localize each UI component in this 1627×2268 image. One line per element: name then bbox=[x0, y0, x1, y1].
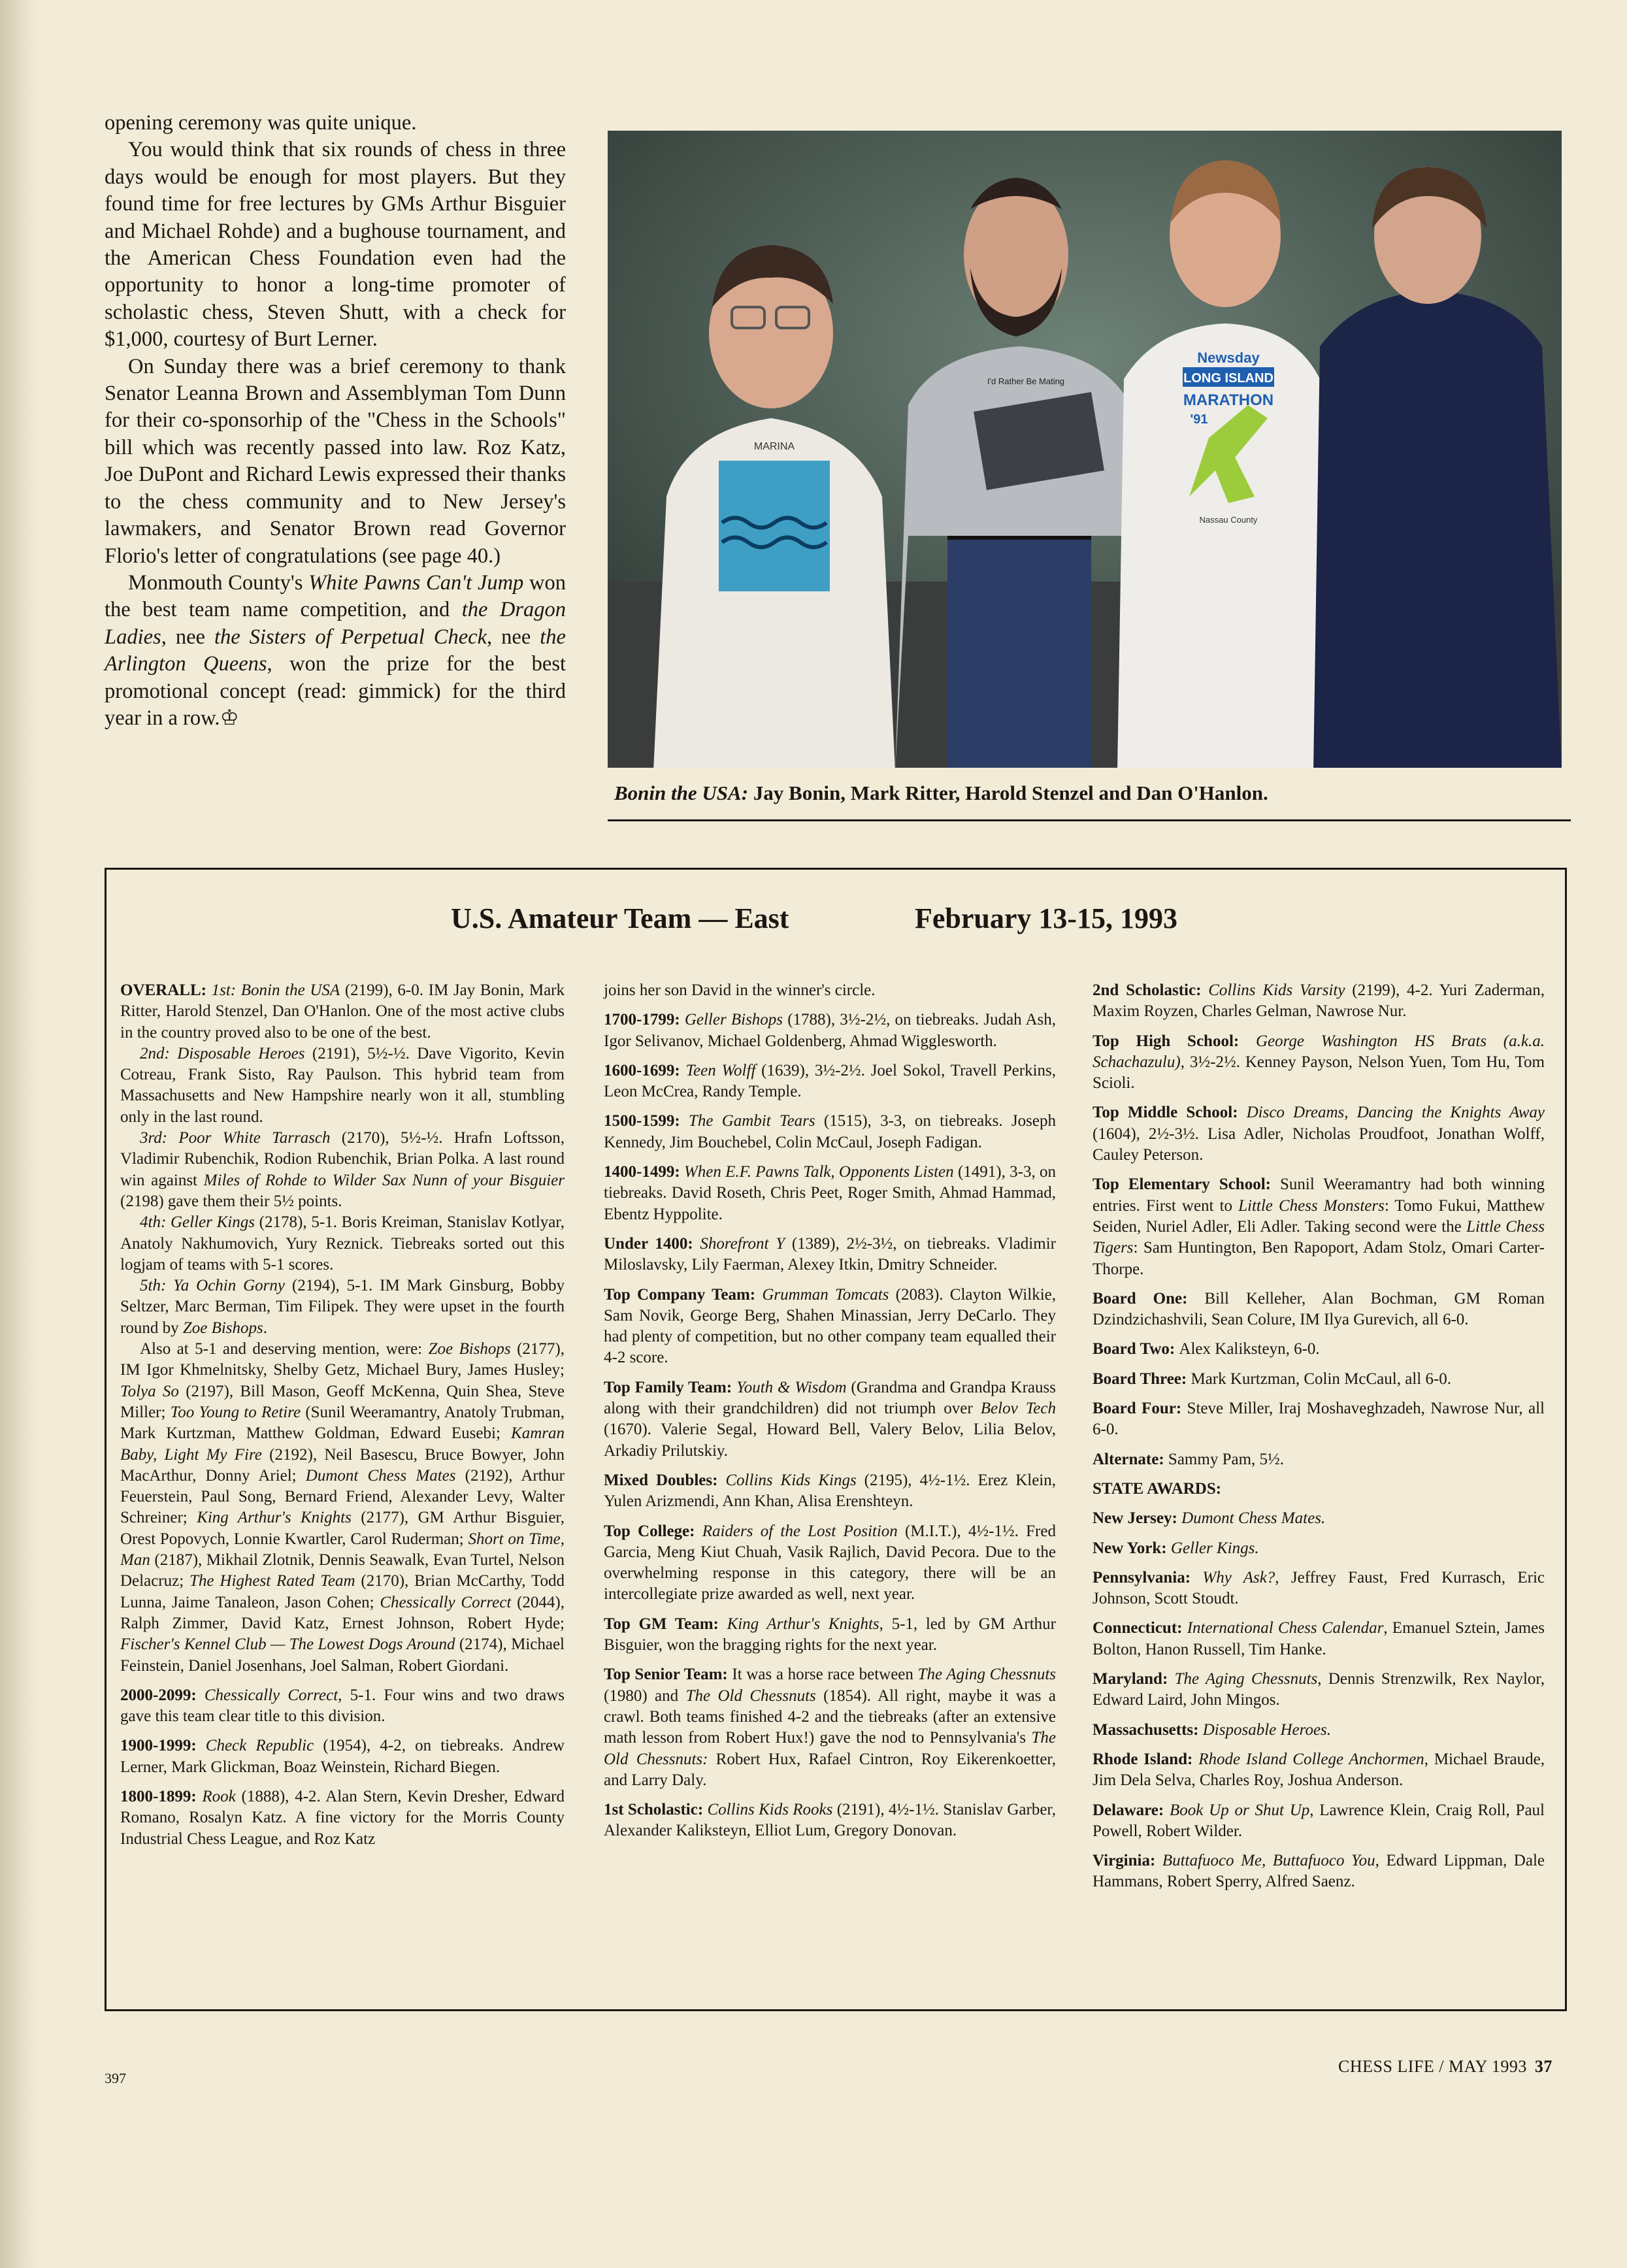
result-entry bbox=[1093, 1800, 1545, 1843]
entry-heading: Top Elementary School: bbox=[1093, 1175, 1281, 1194]
team-name: Little Chess Tigers bbox=[1093, 1217, 1545, 1257]
entry-text: Mark Kurtzman, Colin McCaul, all 6-0. bbox=[1191, 1370, 1452, 1388]
team-name: Book Up or Shut Up bbox=[1170, 1801, 1310, 1819]
entry-heading: Top College: bbox=[604, 1522, 702, 1540]
entry-text: Bill Kelleher, Alan Bochman, GM Roman Dzindzichashvili, Sean Colure, IM Ilya Gurevich, all 6-0. bbox=[1093, 1289, 1545, 1329]
entry-text: : Sam Huntington, Ben Rapoport, Adam Stolz, Omari Carter-Thorpe. bbox=[1093, 1239, 1545, 1278]
shirt-print: Newsday bbox=[1197, 350, 1260, 366]
entry-heading: Board Two: bbox=[1093, 1340, 1179, 1358]
team-name: Chessically Correct bbox=[380, 1593, 512, 1611]
entry-text: , Lawrence Klein, Craig Roll, Paul Powell, Robert Wilder. bbox=[1093, 1801, 1545, 1840]
result-entry bbox=[120, 1685, 565, 1728]
team-name: Collins Kids Rooks bbox=[707, 1801, 833, 1819]
result-entry bbox=[604, 1234, 1056, 1276]
entry-text: (2177), IM Igor Khmelnitsky, Shelby Getz, Michael Bury, James Husley; bbox=[120, 1340, 565, 1379]
result-entry bbox=[120, 1339, 565, 1677]
shirt-print: I'd Rather Be Mating bbox=[987, 376, 1065, 386]
result-entry bbox=[1093, 1720, 1545, 1741]
entry-heading: Top High School: bbox=[1093, 1032, 1256, 1050]
shirt-print: '91 bbox=[1190, 412, 1208, 427]
entry-heading: 1500-1599: bbox=[604, 1112, 689, 1130]
magazine-name: CHESS LIFE / MAY 1993 bbox=[1338, 2057, 1527, 2076]
result-entry bbox=[120, 1275, 565, 1339]
result-entry bbox=[120, 1128, 565, 1212]
entry-text: (2170), Brian McCarthy, Todd Lunna, Jaime Tanaleon, Jason Cohen; bbox=[120, 1572, 565, 1611]
team-name: King Arthur's Knights bbox=[197, 1509, 352, 1527]
result-entry bbox=[604, 1377, 1056, 1462]
entry-heading: Top Company Team: bbox=[604, 1285, 763, 1304]
entry-heading: OVERALL: bbox=[120, 981, 212, 999]
entry-text: (2194), 5-1. IM Mark Ginsburg, Bobby Seltzer, Marc Berman, Tim Filipek. They were upset in the fourth round by bbox=[120, 1277, 565, 1337]
entry-text: (Sunil Weeramantry, Anatoly Trubman, Mark Kurtzman, Matthew Goldman, Edward Eusebi; bbox=[120, 1403, 565, 1443]
entry-text: , Emanuel Sztein, James Bolton, Hanon Russell, Tim Hanke. bbox=[1093, 1619, 1545, 1658]
team-name: The Old Chessnuts: bbox=[604, 1729, 1056, 1768]
team-name: Shorefront Y bbox=[700, 1234, 785, 1253]
entry-text: (2187), Mikhail Zlotnik, Dennis Seawalk, Evan Turtel, Nelson Delacruz; bbox=[120, 1551, 565, 1590]
team-name: Tolya So bbox=[120, 1382, 179, 1400]
entry-text: (2197), Bill Mason, Geoff McKenna, Quin Shea, Steve Miller; bbox=[120, 1382, 565, 1421]
entry-text: (1954), 4-2, on tiebreaks. Andrew Lerner, Mark Glickman, Boaz Weinstein, Richard Biegen. bbox=[120, 1737, 565, 1776]
result-entry bbox=[1093, 1398, 1545, 1441]
team-photo bbox=[608, 131, 1562, 768]
intro-paragraph: On Sunday there was a brief ceremony to thank Senator Leanna Brown and Assemblyman Tom Dunn for their co-sponsorhip of the "Chess in the Schools" bill which was recently passed into law. Roz Katz, Joe DuPont and Richard Lewis expressed their thanks to the chess community and to New Jersey's lawmakers, and Senator Brown read Governor Florio's letter of congratulations (see page 40.) bbox=[105, 354, 566, 568]
entry-text: , 3½-2½. Kenney Payson, Nelson Yuen, Tom Hu, Tom Scioli. bbox=[1093, 1053, 1545, 1093]
team-name: The Aging Chessnuts bbox=[917, 1666, 1056, 1684]
entry-heading: Board One: bbox=[1093, 1289, 1205, 1307]
entry-text: (Grandma and Grandpa Krauss along with their grandchildren) did not triumph over bbox=[604, 1378, 1056, 1418]
team-name: Too Young to Retire bbox=[170, 1403, 301, 1421]
entry-heading: 1600-1699: bbox=[604, 1061, 686, 1079]
entry-heading: Delaware: bbox=[1093, 1801, 1170, 1819]
team-name: the Sisters of Perpetual Check bbox=[214, 625, 487, 649]
entry-text: (2191), 4½-1½. Stanislav Garber, Alexander Kaliksteyn, Elliot Lum, Gregory Donovan. bbox=[604, 1801, 1056, 1840]
entry-text: Sunil Weeramantry had both winning entries. First went to bbox=[1093, 1175, 1545, 1215]
entry-text: (M.I.T.), 4½-1½. Fred Garcia, Meng Kiut Chuah, Vasik Rajlich, David Pecora. Due to the overwhelming response in this category, there will be an intercollegiate prize awarded as well, next year. bbox=[604, 1522, 1056, 1603]
team-name: Geller Kings. bbox=[1170, 1539, 1259, 1557]
text-run: Monmouth County's bbox=[128, 570, 309, 595]
photo-caption bbox=[614, 781, 1562, 805]
result-entry bbox=[1093, 1538, 1545, 1559]
result-entry bbox=[604, 1521, 1056, 1605]
team-name: Little Chess Monsters bbox=[1238, 1196, 1385, 1215]
entry-text: , Jeffrey Faust, Fred Kurrasch, Eric Johnson, Scott Stoudt. bbox=[1093, 1568, 1545, 1608]
entry-text: (2178), 5-1. Boris Kreiman, Stanislav Kotlyar, Anatoly Nakhumovich, Yury Reznick. Tiebreaks sorted out this logjam of teams with 5-1 scores. bbox=[120, 1213, 565, 1274]
team-name: Rook bbox=[202, 1787, 236, 1805]
result-entry bbox=[1093, 1174, 1545, 1279]
entry-text: Robert Hux, Rafael Cintron, Roy Eikerenkoetter, and Larry Daly. bbox=[604, 1750, 1057, 1789]
team-name: Grumman Tomcats bbox=[762, 1285, 889, 1304]
team-name: 2nd: Disposable Heroes bbox=[140, 1044, 305, 1062]
entry-text: (1854). All right, maybe it was a crawl. Both teams finished 4-2 and the tiebreaks (after an extensive math lesson from Robert Hux!) gave the nod to Pennsylvania's bbox=[604, 1686, 1056, 1747]
result-entry bbox=[1093, 1850, 1545, 1893]
entry-text: (1515), 3-3, on tiebreaks. Joseph Kennedy, Jim Bouchebel, Colin McCaul, Joseph Fadigan. bbox=[604, 1112, 1056, 1151]
entry-text: (2192), Arthur Feuerstein, Paul Song, Bernard Friend, Alexander Levy, Walter Schreiner; bbox=[120, 1466, 565, 1527]
team-name: Chessically Correct bbox=[204, 1686, 338, 1704]
entry-heading: Board Four: bbox=[1093, 1400, 1187, 1418]
entry-heading: 1400-1499: bbox=[604, 1163, 684, 1181]
entry-heading: 2000-2099: bbox=[120, 1686, 205, 1704]
entry-text: Sammy Pam, 5½. bbox=[1168, 1450, 1285, 1468]
entry-heading: Pennsylvania: bbox=[1093, 1568, 1203, 1586]
entry-text: , Edward Lippman, Dale Hammans, Robert Sperry, Alfred Saenz. bbox=[1093, 1852, 1545, 1891]
result-entry bbox=[1093, 1669, 1545, 1711]
entry-text: (2195), 4½-1½. Erez Klein, Yulen Arizmendi, Ann Khan, Alisa Erenshteyn. bbox=[604, 1471, 1056, 1511]
entry-text: (2198) gave them their 5½ points. bbox=[120, 1192, 342, 1210]
team-name: 4th: Geller Kings bbox=[140, 1213, 255, 1232]
text-run: , won the prize for the best promotional concept (read: gimmick) for the third year in a row. bbox=[105, 652, 566, 730]
entry-heading: Maryland: bbox=[1093, 1670, 1175, 1688]
entry-text: (2170), 5½-½. Hrafn Loftsson, Vladimir Rubenchik, Rodion Rubenchik, Brian Polka. A last round win against bbox=[120, 1129, 565, 1189]
entry-text: (1389), 2½-3½, on tiebreaks. Vladimir Miloslavsky, Lily Faerman, Alexey Itkin, Dmitry Schneider. bbox=[604, 1234, 1056, 1274]
entry-heading: Top GM Team: bbox=[604, 1615, 727, 1633]
entry-heading: Mixed Doubles: bbox=[604, 1471, 726, 1489]
team-name: The Gambit Tears bbox=[688, 1112, 815, 1130]
result-entry bbox=[604, 1010, 1056, 1052]
entry-heading: 1st Scholastic: bbox=[604, 1801, 708, 1819]
team-name: The Aging Chessnuts bbox=[1174, 1670, 1318, 1688]
end-mark-icon: ♔ bbox=[220, 706, 239, 730]
team-name: Collins Kids Kings bbox=[725, 1471, 857, 1489]
team-name: Rhode Island College Anchormen bbox=[1198, 1750, 1424, 1768]
entry-heading: Massachusetts: bbox=[1093, 1720, 1203, 1739]
team-name: Belov Tech bbox=[980, 1400, 1056, 1418]
entry-text: , Michael Braude, Jim Dela Selva, Charles Roy, Joshua Anderson. bbox=[1093, 1750, 1545, 1790]
team-photo-illustration bbox=[608, 131, 1562, 768]
team-name: the Dragon Ladies bbox=[105, 598, 566, 649]
entry-text: (1491), 3-3, on tiebreaks. David Roseth, Chris Peet, Roger Smith, Ahmad Hammad, Ebentz Hyppolite. bbox=[604, 1163, 1057, 1223]
article-intro bbox=[105, 110, 566, 732]
result-entry bbox=[120, 1786, 565, 1850]
team-name: International Chess Calendar bbox=[1187, 1619, 1384, 1637]
team-name: Short on Time, Man bbox=[120, 1530, 565, 1570]
entry-text: (2191), 5½-½. Dave Vigorito, Kevin Cotreau, Frank Sisto, Ray Paulson. This hybrid team from Massachusetts and New Hampshire nearly won it all, stumbling only in the last round. bbox=[120, 1044, 565, 1126]
entry-text: , Dennis Strenzwilk, Rex Naylor, Edward Laird, John Mingos. bbox=[1093, 1670, 1545, 1709]
intro-paragraph bbox=[105, 570, 566, 732]
entry-text: : Tomo Fukui, Matthew Seiden, Nuriel Adler, Eli Adler. Taking second were the bbox=[1093, 1196, 1545, 1236]
team-name: Disposable Heroes. bbox=[1202, 1720, 1332, 1739]
result-entry bbox=[604, 980, 1056, 1001]
results-column-3 bbox=[1093, 980, 1545, 1901]
entry-heading: Connecticut: bbox=[1093, 1619, 1187, 1637]
entry-text: (2174), Michael Feinstein, Daniel Josenhans, Joel Salman, Robert Giordani. bbox=[120, 1635, 565, 1675]
result-entry bbox=[1093, 1369, 1545, 1390]
entry-text: It was a horse race between bbox=[732, 1666, 918, 1684]
results-column-1 bbox=[120, 980, 565, 1858]
team-name: Disco Dreams, Dancing the Knights Away bbox=[1246, 1104, 1545, 1122]
entry-text: (1670). Valerie Segal, Howard Bell, Valery Belov, Lilia Belov, Arkadiy Prilutskiy. bbox=[604, 1421, 1056, 1460]
result-entry bbox=[1093, 1339, 1545, 1360]
entry-text: Alex Kaliksteyn, 6-0. bbox=[1179, 1340, 1320, 1358]
shirt-print: MARATHON bbox=[1183, 391, 1274, 409]
entry-text: Steve Miller, Iraj Moshaveghzadeh, Nawrose Nur, all 6-0. bbox=[1093, 1400, 1545, 1439]
entry-text: Also at 5-1 and deserving mention, were: bbox=[140, 1340, 429, 1358]
intro-paragraph: You would think that six rounds of chess in three days would be enough for most players. But they found time for free lectures by GMs Arthur Bisguier and Michael Rohde) and a bughouse tournament, and the American Chess Foundation even had the opportunity to honor a long-time promoter of scholastic chess, Steven Shutt, with a check for $1,000, courtesy of Burt Lerner. bbox=[105, 138, 566, 352]
result-entry bbox=[1093, 1508, 1545, 1529]
entry-heading: Virginia: bbox=[1093, 1852, 1162, 1870]
entry-heading: Board Three: bbox=[1093, 1370, 1191, 1388]
entry-text: joins her son David in the winner's circle. bbox=[604, 981, 876, 999]
team-name: Zoe Bishops bbox=[182, 1319, 263, 1337]
entry-text: (1788), 3½-2½, on tiebreaks. Judah Ash, Igor Selivanov, Michael Goldenberg, Ahmad Wigglesworth. bbox=[604, 1011, 1056, 1050]
result-entry bbox=[120, 1044, 565, 1128]
text-run: , nee bbox=[487, 625, 540, 649]
results-column-2 bbox=[604, 980, 1056, 1850]
results-date: February 13-15, 1993 bbox=[915, 902, 1178, 934]
team-name: George Washington HS Brats (a.k.a. Schachazulu) bbox=[1093, 1032, 1545, 1071]
entry-heading: 2nd Scholastic: bbox=[1093, 981, 1209, 999]
entry-text: (2199), 4-2. Yuri Zaderman, Maxim Royzen, Charles Gelman, Nawrose Nur. bbox=[1093, 981, 1545, 1021]
entry-text: (2177), GM Arthur Bisguier, Orest Popovych, Lonnie Kwartler, Carol Ruderman; bbox=[120, 1509, 565, 1548]
result-entry bbox=[1093, 1289, 1545, 1331]
page-gutter-shadow bbox=[0, 0, 38, 2268]
results-title: U.S. Amateur Team — East bbox=[451, 902, 789, 934]
entry-text: (1888), 4-2. Alan Stern, Kevin Dresher, Edward Romano, Rosalyn Katz. A fine victory for the Morris County Industrial Chess League, and Roz Katz bbox=[120, 1787, 565, 1848]
team-name: Buttafuoco Me, Buttafuoco You bbox=[1162, 1852, 1375, 1870]
entry-heading: 1700-1799: bbox=[604, 1011, 685, 1029]
entry-heading: 1900-1999: bbox=[120, 1737, 206, 1755]
result-entry bbox=[604, 1060, 1056, 1103]
entry-text: . bbox=[263, 1319, 268, 1337]
team-name: Check Republic bbox=[205, 1737, 314, 1755]
result-entry bbox=[1093, 1568, 1545, 1610]
caption-lead: Bonin the USA: bbox=[614, 781, 749, 804]
entry-text: (2199), 6-0. IM Jay Bonin, Mark Ritter, Harold Stenzel, Dan O'Hanlon. One of the most active clubs in the country proved also to be one of the best. bbox=[120, 981, 565, 1042]
team-name: King Arthur's Knights bbox=[727, 1615, 879, 1633]
entry-heading: 1800-1899: bbox=[120, 1787, 203, 1805]
running-footer bbox=[1338, 2057, 1553, 2077]
folio-number: 397 bbox=[105, 2070, 126, 2086]
team-name: Kamran Baby, Light My Fire bbox=[120, 1424, 565, 1464]
text-run: , nee bbox=[161, 625, 214, 649]
team-name: Collins Kids Varsity bbox=[1208, 981, 1345, 999]
result-entry bbox=[604, 1162, 1056, 1225]
team-name: Youth & Wisdom bbox=[736, 1378, 847, 1396]
result-entry bbox=[1093, 1618, 1545, 1660]
result-entry bbox=[1093, 1031, 1545, 1094]
result-entry bbox=[604, 1664, 1056, 1791]
entry-heading: Under 1400: bbox=[604, 1234, 700, 1253]
result-entry bbox=[604, 1111, 1056, 1153]
shirt-print: LONG ISLAND bbox=[1183, 371, 1274, 386]
caption-text: Jay Bonin, Mark Ritter, Harold Stenzel and Dan O'Hanlon. bbox=[748, 781, 1268, 804]
entry-text: (1604), 2½-3½. Lisa Adler, Nicholas Proudfoot, Jonathan Wolff, Cauley Peterson. bbox=[1093, 1125, 1545, 1164]
page-number: 37 bbox=[1534, 2057, 1553, 2076]
team-name: White Pawns Can't Jump bbox=[308, 570, 524, 595]
team-name: Miles of Rohde to Wilder Sax Nunn of your Bisguier bbox=[203, 1171, 565, 1189]
entry-heading: New York: bbox=[1093, 1539, 1171, 1557]
entry-text: (2192), Neil Basescu, Bruce Bowyer, John MacArthur, Donny Ariel; bbox=[120, 1445, 565, 1485]
entry-text: (2083). Clayton Wilkie, Sam Novik, George Berg, Shahen Minassian, Jerry DeCarlo. They had plenty of competition, but no other company team equalled their 4-2 score. bbox=[604, 1285, 1056, 1367]
team-name: Dumont Chess Mates bbox=[305, 1466, 456, 1485]
text-run: won the best team name competition, and bbox=[105, 570, 566, 622]
team-name: Geller Bishops bbox=[684, 1011, 783, 1029]
result-entry bbox=[604, 1285, 1056, 1369]
team-name: Dumont Chess Mates. bbox=[1181, 1509, 1326, 1528]
team-name: Teen Wolff bbox=[685, 1061, 756, 1079]
result-entry bbox=[120, 1212, 565, 1275]
result-entry bbox=[1093, 980, 1545, 1023]
result-entry bbox=[1093, 1449, 1545, 1470]
caption-rule bbox=[608, 819, 1571, 821]
entry-text: (1639), 3½-2½. Joel Sokol, Travell Perkins, Leon McCrea, Randy Temple. bbox=[604, 1061, 1057, 1101]
team-name: When E.F. Pawns Talk, Opponents Listen bbox=[683, 1163, 954, 1181]
team-name: the Arlington Queens bbox=[105, 625, 566, 676]
team-name: Why Ask? bbox=[1202, 1568, 1275, 1586]
team-name: 5th: Ya Ochin Gorny bbox=[140, 1277, 285, 1295]
result-entry bbox=[120, 1735, 565, 1778]
entry-heading: Top Middle School: bbox=[1093, 1104, 1247, 1122]
shirt-print: MARINA bbox=[753, 441, 795, 452]
entry-text: (2044), Ralph Zimmer, David Katz, Ernest Johnson, Robert Hyde; bbox=[120, 1593, 565, 1632]
entry-text: (1980) and bbox=[604, 1686, 686, 1705]
team-name: Raiders of the Lost Position bbox=[702, 1522, 898, 1540]
result-entry bbox=[604, 1614, 1056, 1656]
team-name: The Highest Rated Team bbox=[189, 1572, 355, 1590]
shirt-print: Nassau County bbox=[1199, 515, 1258, 525]
entry-heading: Top Family Team: bbox=[604, 1378, 737, 1396]
team-name: The Old Chessnuts bbox=[685, 1686, 816, 1705]
team-name: Fischer's Kennel Club — The Lowest Dogs Around bbox=[120, 1635, 455, 1654]
result-entry bbox=[604, 1800, 1056, 1842]
entry-text: , 5-1, led by GM Arthur Bisguier, won the bragging rights for the next year. bbox=[604, 1615, 1056, 1654]
entry-heading: Top Senior Team: bbox=[604, 1666, 732, 1684]
team-name: 3rd: Poor White Tarrasch bbox=[140, 1129, 331, 1147]
intro-paragraph: opening ceremony was quite unique. bbox=[105, 111, 417, 135]
result-entry bbox=[120, 980, 565, 1044]
result-entry bbox=[1093, 1479, 1545, 1500]
team-name: 1st: Bonin the USA bbox=[211, 981, 340, 999]
result-entry bbox=[604, 1470, 1056, 1513]
result-entry bbox=[1093, 1102, 1545, 1166]
entry-heading: Rhode Island: bbox=[1093, 1750, 1199, 1768]
entry-heading: Alternate: bbox=[1093, 1450, 1168, 1468]
result-entry bbox=[1093, 1749, 1545, 1792]
section-heading: STATE AWARDS: bbox=[1093, 1479, 1222, 1498]
team-name: Zoe Bishops bbox=[428, 1340, 511, 1358]
entry-heading: New Jersey: bbox=[1093, 1509, 1182, 1528]
entry-text: , 5-1. Four wins and two draws gave this team clear title to this division. bbox=[120, 1686, 565, 1726]
